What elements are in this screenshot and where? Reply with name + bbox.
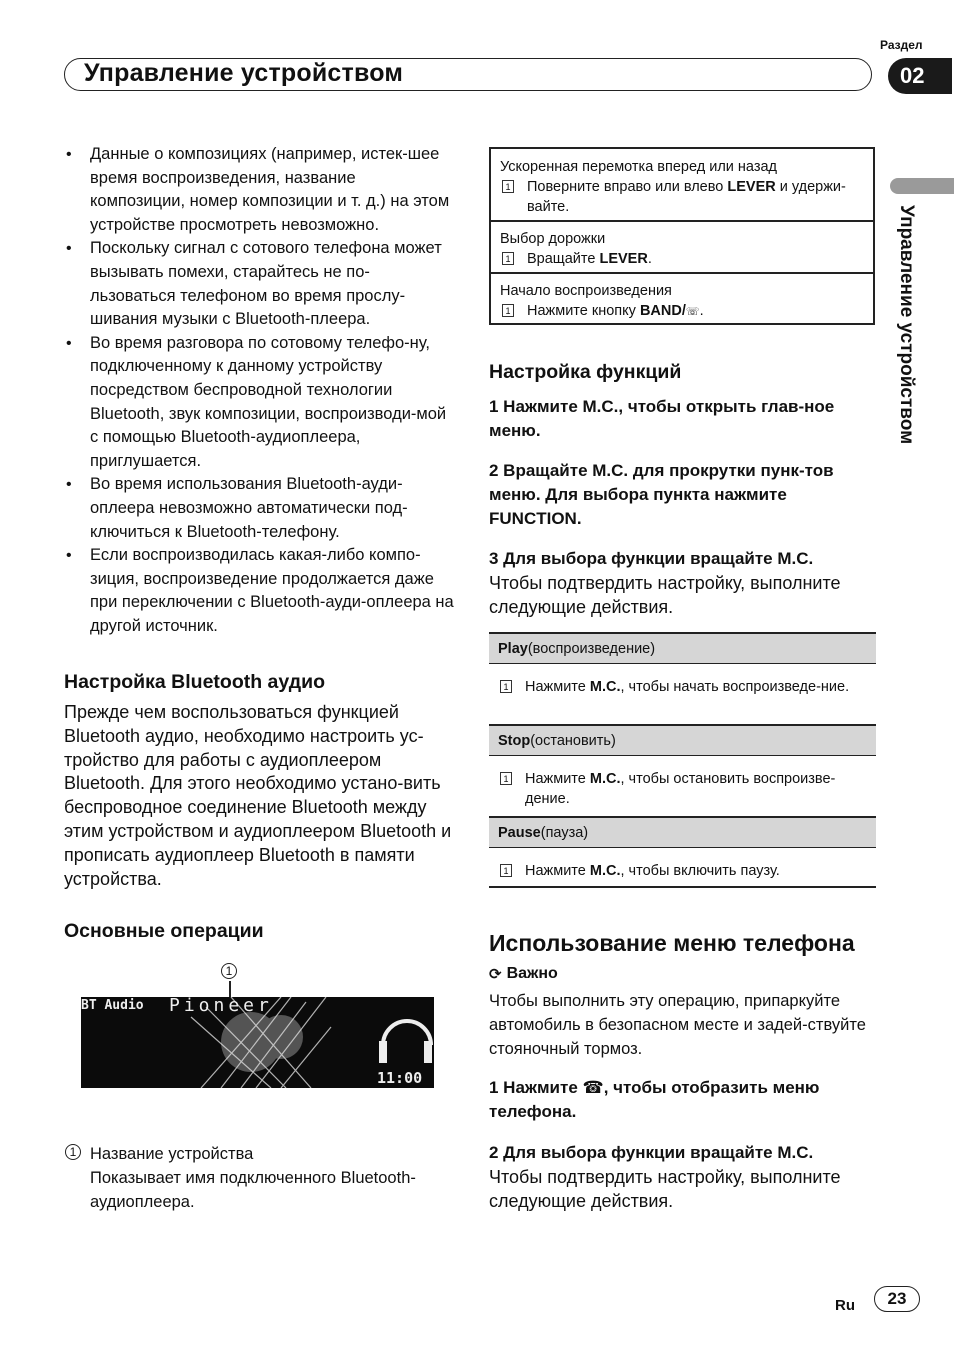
op-text: Нажмите [525, 863, 590, 879]
func-step-3: 3 Для выбора функции вращайте M.C. [489, 549, 814, 568]
headphones-icon [383, 1021, 431, 1045]
basic-ops-heading: Основные операции [64, 920, 264, 942]
function-name: Play [498, 640, 528, 657]
op-text: . [647, 251, 652, 267]
op-text: Нажмите [525, 771, 590, 787]
important-label: Важно [506, 965, 558, 982]
phone-step-1 [489, 1076, 877, 1124]
table-row [489, 848, 876, 888]
important-text: Чтобы выполнить эту операцию, припаркуйте автомобиль в безопасном месте и задей-ствуйте стояночный тормоз. [489, 992, 866, 1058]
function-name: Stop [498, 732, 531, 749]
step-text: , чтобы отобразить меню телефона. [489, 1078, 820, 1121]
operations-table [489, 147, 875, 325]
table-row [491, 149, 873, 217]
op-step [500, 301, 864, 322]
op-text: Поверните вправо или влево [527, 179, 728, 195]
phone-step-2-body: Чтобы подтвердить настройку, выполните следующие действия. [489, 1167, 841, 1211]
list-item: • Во время разговора по сотовому телефо-ну, подключенному к данному устройству посредством беспроводной технологии Bluetooth, звук композиции, воспроизводи-мой с помощью Bluetooth-аудиоплеера, приглушается. [64, 332, 454, 474]
bt-audio-heading: Настройка Bluetooth аудио [64, 671, 326, 693]
table-row [489, 816, 876, 848]
display-clock: 11:00 [377, 1069, 423, 1087]
notes-list [64, 143, 454, 638]
function-name: Pause [498, 824, 541, 841]
headphones-right-cup [424, 1041, 432, 1063]
display-source: BT Audio [81, 998, 144, 1013]
page-title: Управление устройством [84, 59, 404, 87]
callout-marker: 1 [221, 963, 237, 979]
step-number: 1 [502, 304, 514, 317]
step-number: 1 [502, 252, 514, 265]
headphones-left-cup [379, 1041, 387, 1063]
language-code: Ru [835, 1297, 855, 1314]
phone-icon: ☎ [582, 1078, 604, 1097]
table-row [489, 724, 876, 756]
op-key: LEVER [599, 251, 648, 267]
op-text: . [699, 303, 704, 319]
side-tab-marker [890, 178, 954, 194]
step-text: 1 Нажмите [489, 1078, 583, 1097]
section-label: Раздел [880, 38, 923, 52]
function-desc: (остановить) [530, 732, 616, 749]
table-row [489, 632, 876, 664]
op-key: BAND/ [639, 303, 686, 319]
device-display [81, 997, 434, 1088]
op-key: M.C. [589, 679, 621, 695]
step-number: 1 [502, 180, 514, 193]
op-text: , чтобы остановить воспроизве-дение. [525, 771, 836, 807]
table-row [489, 664, 876, 724]
legend-marker: 1 [65, 1144, 81, 1160]
legend-title: Название устройства [90, 1145, 254, 1163]
op-step [500, 177, 864, 217]
op-text: Нажмите кнопку [527, 303, 640, 319]
phone-menu-heading: Использование меню телефона [489, 930, 855, 956]
func-heading: Настройка функций [489, 361, 682, 383]
op-text: , чтобы включить паузу. [620, 863, 780, 879]
list-item: • Во время использования Bluetooth-ауди-оплеера невозможно автоматически под-ключиться к Bluetooth-телефону. [64, 473, 454, 544]
section-number-badge: 02 [888, 58, 952, 94]
op-title: Выбор дорожки [500, 231, 606, 247]
page-number: 23 [874, 1286, 920, 1312]
op-title: Начало воспроизведения [500, 283, 672, 299]
step-number: 1 [500, 772, 512, 785]
list-item: • Если воспроизводилась какая-либо компо-зиция, воспроизведение продолжается даже при переключении с Bluetooth-ауди-оплеера на другой источник. [64, 544, 454, 638]
op-key: LEVER [727, 179, 776, 195]
phone-small-icon: ☏ [685, 306, 700, 318]
op-key: M.C. [589, 863, 621, 879]
op-key: M.C. [589, 771, 621, 787]
display-device-name: Pioneer [169, 997, 273, 1016]
func-step-2: 2 Вращайте M.C. для прокрутки пунк-тов меню. Для выбора пункта нажмите FUNCTION. [489, 461, 834, 528]
legend-description: Показывает имя подключенного Bluetooth-аудиоплеера. [90, 1169, 416, 1211]
func-step-1: 1 Нажмите M.C., чтобы открыть глав-ное меню. [489, 397, 835, 440]
side-section-title: Управление устройством [896, 205, 917, 445]
op-text: , чтобы начать воспроизведе-ние. [620, 679, 850, 695]
list-item: • Данные о композициях (например, истек-шее время воспроизведения, название композиции, номер композиции и т. д.) на этом устройстве просмотреть невозможно. [64, 143, 454, 237]
bt-audio-paragraph: Прежде чем воспользоваться функцией Bluetooth аудио, необходимо настроить ус-тройство для работы с аудиоплеером Bluetooth. Для этого необходимо устано-вить беспроводное соединение Bluetooth между этим устройством и аудиоплеером Bluetooth и прописать аудиоплеер Bluetooth в памяти устройства. [64, 702, 452, 889]
func-step-3-body: Чтобы подтвердить настройку, выполните следующие действия. [489, 573, 841, 617]
list-item: • Поскольку сигнал с сотового телефона может вызывать помехи, старайтесь не по-льзоваться телефоном во время прослу-шивания музыки с Bluetooth-плеера. [64, 237, 454, 331]
op-text: и удержи-вайте. [527, 179, 846, 215]
table-row [491, 273, 873, 322]
function-desc: (воспроизведение) [527, 640, 656, 657]
important-icon: ⟳ [489, 966, 502, 983]
step-number: 1 [500, 864, 512, 877]
op-text: Вращайте [527, 251, 600, 267]
table-row [491, 221, 873, 269]
important-note [489, 965, 558, 983]
functions-table [489, 632, 876, 888]
op-text: Нажмите [525, 679, 590, 695]
table-row [489, 756, 876, 816]
step-number: 1 [500, 680, 512, 693]
op-title: Ускоренная перемотка вперед или назад [500, 159, 777, 175]
op-step [500, 249, 864, 269]
phone-step-2: 2 Для выбора функции вращайте M.C. [489, 1143, 814, 1162]
function-desc: (пауза) [540, 824, 589, 841]
